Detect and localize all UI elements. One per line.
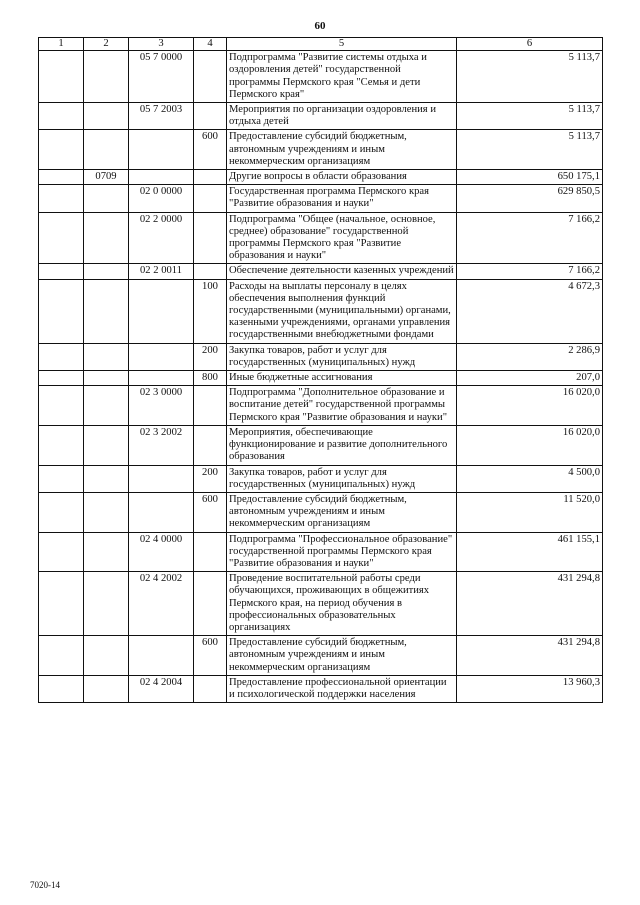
cell-expense-type xyxy=(194,264,227,279)
cell-amount: 16 020,0 xyxy=(457,386,603,426)
cell-section-code xyxy=(84,185,129,212)
cell-description: Предоставление субсидий бюджетным, автономным учреждениям и иным некоммерческим организациям xyxy=(227,636,457,676)
cell-amount: 7 166,2 xyxy=(457,212,603,264)
cell-column-1 xyxy=(39,425,84,465)
cell-amount: 650 175,1 xyxy=(457,170,603,185)
cell-expense-type xyxy=(194,675,227,702)
cell-section-code xyxy=(84,572,129,636)
table-row xyxy=(39,572,603,636)
cell-column-1 xyxy=(39,212,84,264)
budget-table xyxy=(38,37,603,703)
cell-target-article xyxy=(129,465,194,492)
table-row xyxy=(39,51,603,103)
cell-target-article: 02 2 0011 xyxy=(129,264,194,279)
cell-column-1 xyxy=(39,386,84,426)
cell-section-code xyxy=(84,675,129,702)
cell-amount: 461 155,1 xyxy=(457,532,603,572)
table-row xyxy=(39,386,603,426)
cell-target-article xyxy=(129,371,194,386)
cell-amount: 5 113,7 xyxy=(457,103,603,130)
cell-amount: 5 113,7 xyxy=(457,51,603,103)
column-header-6: 6 xyxy=(457,38,603,51)
cell-target-article: 02 4 0000 xyxy=(129,532,194,572)
cell-expense-type xyxy=(194,212,227,264)
cell-section-code xyxy=(84,103,129,130)
cell-description: Подпрограмма "Развитие системы отдыха и оздоровления детей" государственной программы Пермского края "Семья и дети Пермского края" xyxy=(227,51,457,103)
cell-expense-type xyxy=(194,170,227,185)
column-header-3: 3 xyxy=(129,38,194,51)
cell-description: Расходы на выплаты персоналу в целях обеспечения выполнения функций государственными (муниципальными) органами, казенными учреждениями, органами управления государственными внебюджетными фондами xyxy=(227,279,457,343)
table-row xyxy=(39,492,603,532)
cell-column-1 xyxy=(39,170,84,185)
table-row xyxy=(39,465,603,492)
cell-column-1 xyxy=(39,343,84,370)
cell-target-article: 05 7 0000 xyxy=(129,51,194,103)
cell-section-code xyxy=(84,264,129,279)
cell-description: Иные бюджетные ассигнования xyxy=(227,371,457,386)
cell-amount: 5 113,7 xyxy=(457,130,603,170)
cell-amount: 7 166,2 xyxy=(457,264,603,279)
footer-code: 7020-14 xyxy=(30,880,60,890)
cell-description: Другие вопросы в области образования xyxy=(227,170,457,185)
column-header-2: 2 xyxy=(84,38,129,51)
cell-expense-type: 800 xyxy=(194,371,227,386)
cell-section-code xyxy=(84,371,129,386)
cell-target-article xyxy=(129,279,194,343)
cell-amount: 431 294,8 xyxy=(457,636,603,676)
cell-amount: 11 520,0 xyxy=(457,492,603,532)
cell-expense-type: 200 xyxy=(194,343,227,370)
cell-description: Мероприятия, обеспечивающие функционирование и развитие дополнительного образования xyxy=(227,425,457,465)
cell-target-article xyxy=(129,492,194,532)
table-row xyxy=(39,264,603,279)
cell-target-article: 02 3 2002 xyxy=(129,425,194,465)
cell-column-1 xyxy=(39,279,84,343)
cell-section-code: 0709 xyxy=(84,170,129,185)
column-header-4: 4 xyxy=(194,38,227,51)
cell-target-article: 02 0 0000 xyxy=(129,185,194,212)
cell-amount: 2 286,9 xyxy=(457,343,603,370)
cell-target-article: 02 4 2002 xyxy=(129,572,194,636)
table-row xyxy=(39,425,603,465)
column-header-5: 5 xyxy=(227,38,457,51)
table-row xyxy=(39,371,603,386)
cell-column-1 xyxy=(39,532,84,572)
cell-description: Государственная программа Пермского края "Развитие образования и науки" xyxy=(227,185,457,212)
cell-expense-type xyxy=(194,532,227,572)
cell-expense-type xyxy=(194,51,227,103)
table-header-row xyxy=(39,38,603,51)
table-row xyxy=(39,130,603,170)
cell-target-article: 02 4 2004 xyxy=(129,675,194,702)
cell-expense-type xyxy=(194,572,227,636)
cell-description: Подпрограмма "Общее (начальное, основное, среднее) образование" государственной программы Пермского края "Развитие образования и науки" xyxy=(227,212,457,264)
cell-amount: 13 960,3 xyxy=(457,675,603,702)
column-header-1: 1 xyxy=(39,38,84,51)
table-row xyxy=(39,675,603,702)
cell-target-article xyxy=(129,170,194,185)
cell-amount: 431 294,8 xyxy=(457,572,603,636)
cell-amount: 629 850,5 xyxy=(457,185,603,212)
cell-expense-type: 200 xyxy=(194,465,227,492)
table-row xyxy=(39,185,603,212)
table-row xyxy=(39,103,603,130)
cell-target-article xyxy=(129,130,194,170)
cell-target-article xyxy=(129,636,194,676)
table-row xyxy=(39,212,603,264)
cell-section-code xyxy=(84,279,129,343)
table-row xyxy=(39,279,603,343)
cell-column-1 xyxy=(39,130,84,170)
cell-expense-type: 600 xyxy=(194,492,227,532)
cell-column-1 xyxy=(39,465,84,492)
cell-description: Подпрограмма "Дополнительное образование и воспитание детей" государственной программы Пермского края "Развитие образования и науки" xyxy=(227,386,457,426)
cell-column-1 xyxy=(39,675,84,702)
cell-section-code xyxy=(84,51,129,103)
cell-column-1 xyxy=(39,264,84,279)
cell-amount: 207,0 xyxy=(457,371,603,386)
cell-description: Подпрограмма "Профессиональное образование" государственной программы Пермского края "Развитие образования и науки" xyxy=(227,532,457,572)
cell-description: Обеспечение деятельности казенных учреждений xyxy=(227,264,457,279)
cell-description: Закупка товаров, работ и услуг для государственных (муниципальных) нужд xyxy=(227,465,457,492)
table-body xyxy=(39,51,603,703)
cell-description: Предоставление субсидий бюджетным, автономным учреждениям и иным некоммерческим организациям xyxy=(227,130,457,170)
cell-section-code xyxy=(84,636,129,676)
cell-target-article: 02 3 0000 xyxy=(129,386,194,426)
cell-amount: 4 672,3 xyxy=(457,279,603,343)
table-row xyxy=(39,532,603,572)
cell-expense-type: 600 xyxy=(194,130,227,170)
cell-description: Мероприятия по организации оздоровления и отдыха детей xyxy=(227,103,457,130)
cell-expense-type xyxy=(194,425,227,465)
cell-description: Предоставление профессиональной ориентации и психологической поддержки населения xyxy=(227,675,457,702)
cell-section-code xyxy=(84,425,129,465)
cell-section-code xyxy=(84,343,129,370)
cell-amount: 4 500,0 xyxy=(457,465,603,492)
cell-column-1 xyxy=(39,51,84,103)
table-row xyxy=(39,170,603,185)
cell-section-code xyxy=(84,492,129,532)
cell-column-1 xyxy=(39,103,84,130)
cell-target-article xyxy=(129,343,194,370)
cell-section-code xyxy=(84,465,129,492)
cell-section-code xyxy=(84,130,129,170)
cell-expense-type xyxy=(194,185,227,212)
cell-expense-type xyxy=(194,103,227,130)
cell-description: Закупка товаров, работ и услуг для государственных (муниципальных) нужд xyxy=(227,343,457,370)
cell-expense-type: 600 xyxy=(194,636,227,676)
cell-column-1 xyxy=(39,636,84,676)
cell-description: Проведение воспитательной работы среди обучающихся, проживающих в общежитиях Пермского края, на период обучения в профессиональных образовательных организациях xyxy=(227,572,457,636)
table-row xyxy=(39,636,603,676)
cell-section-code xyxy=(84,212,129,264)
cell-section-code xyxy=(84,386,129,426)
cell-target-article: 02 2 0000 xyxy=(129,212,194,264)
cell-amount: 16 020,0 xyxy=(457,425,603,465)
cell-column-1 xyxy=(39,371,84,386)
cell-expense-type xyxy=(194,386,227,426)
cell-section-code xyxy=(84,532,129,572)
cell-column-1 xyxy=(39,572,84,636)
cell-target-article: 05 7 2003 xyxy=(129,103,194,130)
page-number: 60 xyxy=(314,20,326,32)
cell-description: Предоставление субсидий бюджетным, автономным учреждениям и иным некоммерческим организациям xyxy=(227,492,457,532)
cell-column-1 xyxy=(39,492,84,532)
cell-column-1 xyxy=(39,185,84,212)
table-row xyxy=(39,343,603,370)
cell-expense-type: 100 xyxy=(194,279,227,343)
